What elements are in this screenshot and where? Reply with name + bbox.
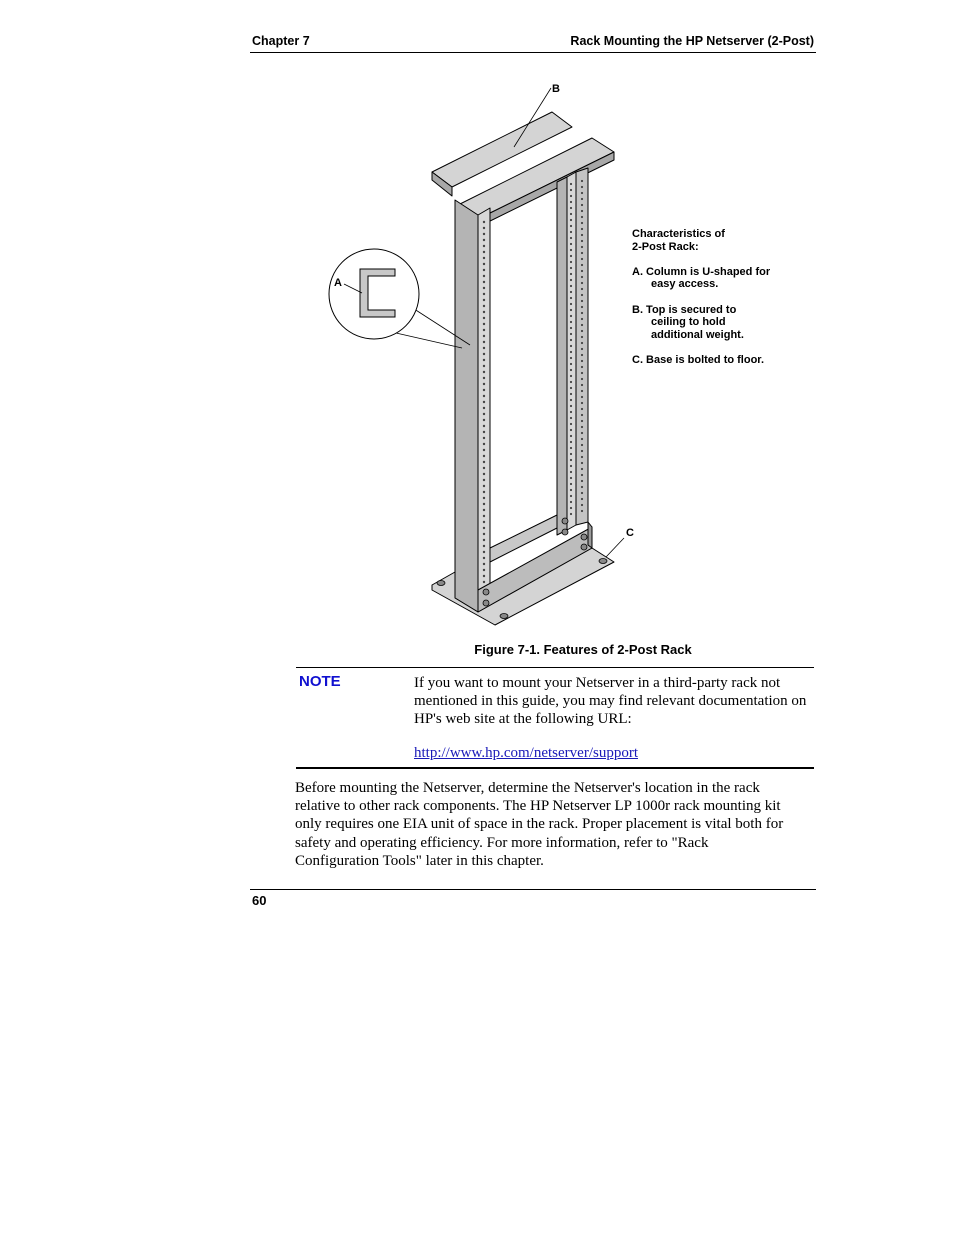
support-url-link[interactable]: http://www.hp.com/netserver/support <box>414 745 638 761</box>
header-title: Rack Mounting the HP Netserver (2-Post) <box>570 34 814 48</box>
body-line: only requires one EIA unit of space in the rack. Proper placement is vital both for <box>295 816 784 833</box>
chapter-label: Chapter 7 <box>252 34 310 48</box>
legend-item-a-1: A. Column is U-shaped for <box>632 265 771 278</box>
callout-c-leader <box>606 538 624 557</box>
legend-heading-2: 2-Post Rack: <box>632 240 699 253</box>
body-paragraph <box>295 779 815 870</box>
callout-b: B <box>552 83 560 95</box>
body-line: Configuration Tools" later in this chapter. <box>295 852 544 869</box>
page-number: 60 <box>252 893 267 908</box>
header-rule <box>250 52 816 53</box>
legend-item-b-1: B. Top is secured to <box>632 303 737 316</box>
legend-item-b-3: additional weight. <box>651 328 744 341</box>
callout-a: A <box>334 277 342 289</box>
legend-heading-1: Characteristics of <box>632 228 725 240</box>
left-column-rail <box>478 208 490 600</box>
note-bottom-rule <box>296 767 814 769</box>
characteristics-legend <box>632 228 822 367</box>
body-line: Before mounting the Netserver, determine the Netserver's location in the rack <box>295 780 760 796</box>
right-column-side <box>576 168 588 525</box>
note-body: If you want to mount your Netserver in a third-party rack not mentioned in this guide, you may find relevant documentation on HP's web site at the following URL: <box>414 675 807 727</box>
legend-item-b-2: ceiling to hold <box>651 316 726 329</box>
figure-caption-text: Figure 7-1. Features of 2-Post Rack <box>474 642 692 657</box>
note-top-rule <box>296 667 814 668</box>
legend-item-c: C. Base is bolted to floor. <box>632 353 765 366</box>
note-text <box>414 674 814 728</box>
body-line: safety and operating efficiency. For more information, refer to "Rack <box>295 834 709 851</box>
right-column-face <box>557 177 567 535</box>
left-column-face <box>455 200 478 612</box>
note-label: NOTE <box>299 673 341 690</box>
body-line: relative to other rack components. The HP Netserver LP 1000r rack mounting kit <box>295 798 781 815</box>
figure-caption <box>250 642 916 657</box>
legend-item-a-2: easy access. <box>651 278 719 291</box>
column-detail-magnifier <box>329 249 470 348</box>
footer-rule <box>250 889 816 890</box>
base-bracket-side <box>588 522 592 548</box>
callout-c: C <box>626 527 634 539</box>
